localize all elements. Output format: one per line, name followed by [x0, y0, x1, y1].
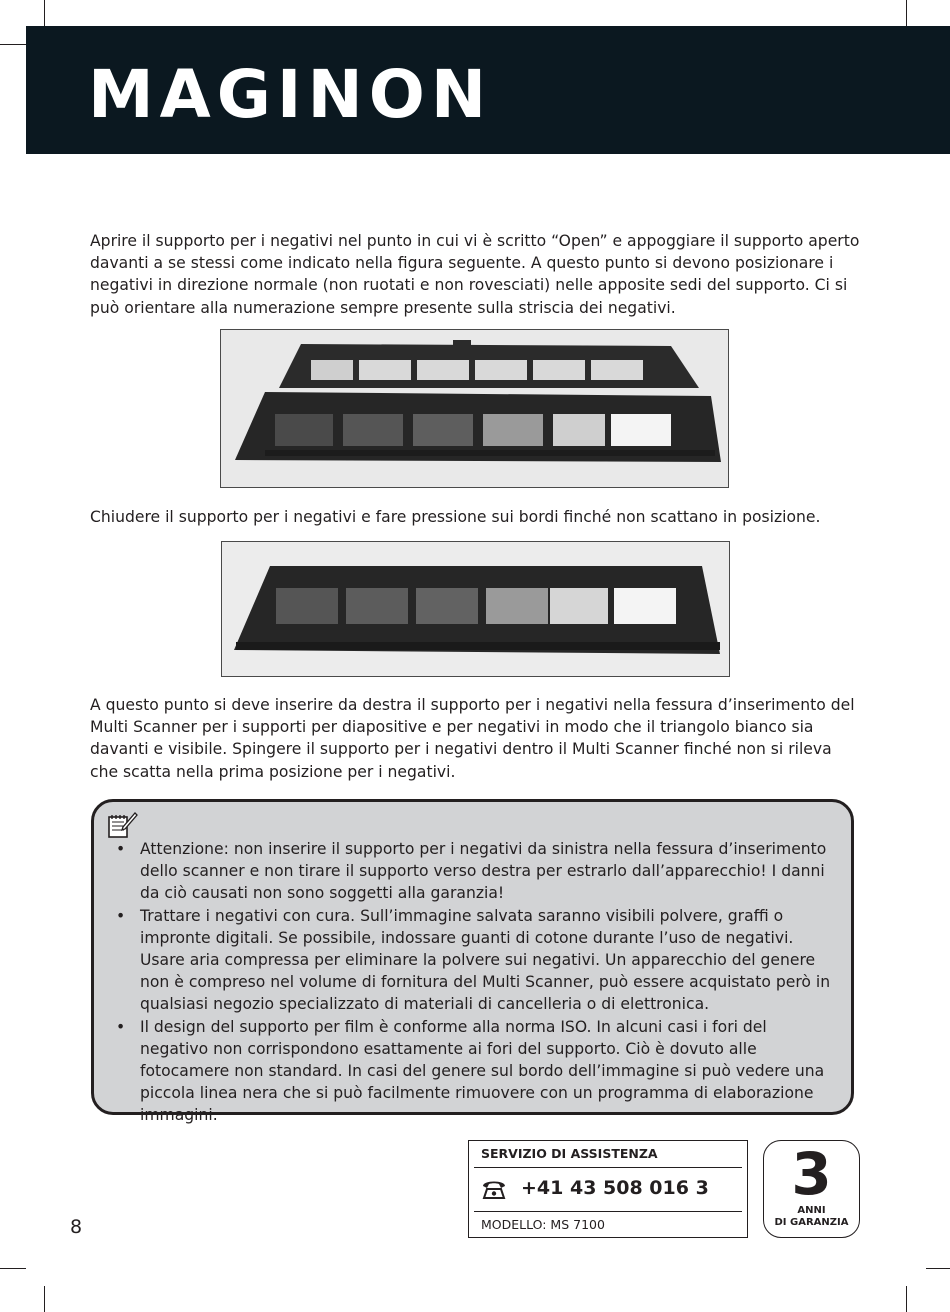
page-number: 8 — [70, 1216, 83, 1238]
photo-open-holder — [220, 329, 729, 488]
note-item — [114, 838, 834, 905]
divider — [474, 1211, 742, 1212]
crop-mark — [0, 44, 26, 45]
note-box — [91, 799, 854, 1125]
crop-mark — [926, 1268, 950, 1269]
paragraph-close-holder: Chiudere il supporto per i negativi e fare pressione sui bordi finché non scattano in posizione. — [90, 508, 821, 526]
brand-logo: MAGINON — [88, 56, 493, 133]
crop-mark — [44, 0, 45, 26]
crop-mark — [0, 1268, 26, 1269]
closed-holder-illustration — [222, 542, 729, 676]
paragraph-insert-holder: A questo punto si deve inserire da destra il supporto per i negativi nella fessura d’inserimento del Multi Scanner per i supporti per diapositive e per negativi in modo che il triangolo bianco sia davanti e visibile. Spingere il supporto per i negativi dentro il Multi Scanner finché non si rileva che scatta nella prima posizione per i negativi. — [90, 696, 855, 781]
divider — [474, 1167, 742, 1168]
service-phone[interactable]: +41 43 508 016 3 — [521, 1177, 709, 1199]
note-item-text: Il design del supporto per film è conforme alla norma ISO. In alcuni casi i fori del negativo non corrispondono esattamente ai fori del supporto. Ciò è dovuto alle fotocamere non standard. In casi del genere sul bordo dell’immagine si può vedere una piccola linea nera che si può facilmente rimuovere con un programma di elaborazione immagini. — [140, 1017, 825, 1125]
warranty-label-line1: ANNI — [797, 1205, 826, 1216]
service-title: SERVIZIO DI ASSISTENZA — [481, 1146, 658, 1161]
bullet-dot: • — [116, 906, 126, 925]
note-list — [114, 838, 834, 1127]
note-item — [114, 1016, 834, 1127]
crop-mark — [44, 1286, 45, 1312]
photo-closed-holder — [221, 541, 730, 677]
note-item-text: Attenzione: non inserire il supporto per i negativi da sinistra nella fessura d’inserimento dello scanner e non tirare il supporto verso destra per estrarlo dall’apparecchio! I danni da ciò causati non sono soggetti alla garanzia! — [140, 840, 827, 903]
crop-mark — [906, 0, 907, 26]
service-box — [468, 1140, 748, 1238]
paragraph-open-holder: Aprire il supporto per i negativi nel punto in cui vi è scritto “Open” e appoggiare il supporto aperto davanti a se stessi come indicato nella figura seguente. A questo punto si devono posizionare i negativi in direzione normale (non ruotati e non rovesciati) nelle apposite sedi del supporto. Ci si può orientare alla numerazione sempre presente sulla striscia dei negativi. — [90, 232, 860, 317]
header-banner — [26, 26, 950, 154]
note-item-text: Trattare i negativi con cura. Sull’immagine salvata saranno visibili polvere, graffi o impronte digitali. Se possibile, indossare guanti di cotone durante l’uso de negativi. Usare aria compressa per eliminare la polvere sui negativi. Un apparecchio del genere non è compreso nel volume di fornitura del Multi Scanner, può essere acquistato però in qualsiasi negozio specializzato di materiali di cancelleria o di elettronica. — [140, 906, 831, 1014]
bullet-dot: • — [116, 1017, 126, 1036]
warranty-label-line2: DI GARANZIA — [774, 1217, 849, 1228]
note-item — [114, 905, 834, 1016]
warranty-years: 3 — [791, 1140, 832, 1208]
warranty-badge — [763, 1140, 860, 1238]
crop-mark — [906, 1286, 907, 1312]
telephone-icon — [481, 1178, 507, 1200]
open-holder-illustration — [221, 330, 728, 487]
bullet-dot: • — [116, 840, 126, 858]
model-number: MODELLO: MS 7100 — [481, 1217, 605, 1232]
notepad-pencil-icon — [106, 810, 138, 840]
